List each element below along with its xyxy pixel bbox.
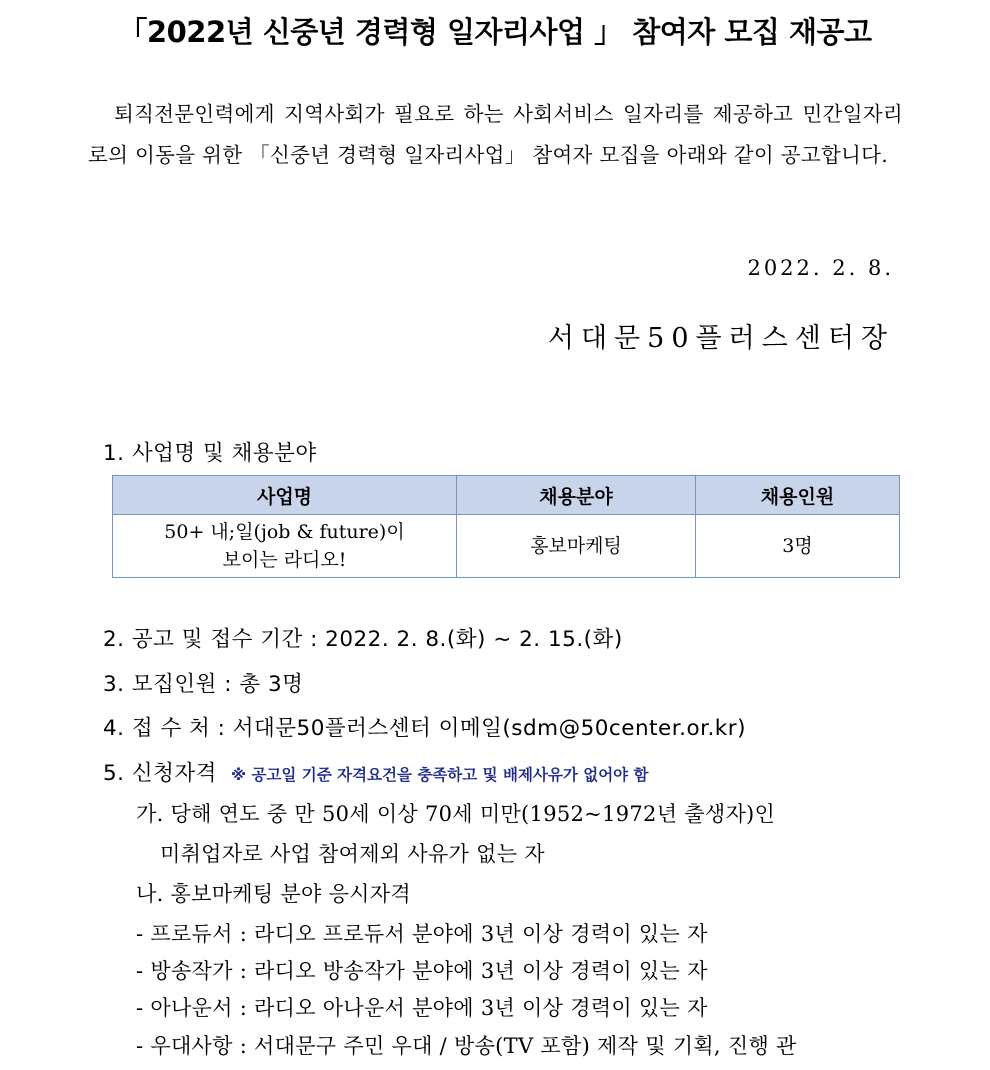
section1-heading: 1. 사업명 및 채용분야 <box>103 441 317 466</box>
qualification-preference: - 우대사항 : 서대문구 주민 우대 / 방송(TV 포함) 제작 및 기획, 진행 관 <box>136 1034 797 1058</box>
section3-headcount: 3. 모집인원 : 총 3명 <box>103 672 304 697</box>
qualification-producer: - 프로듀서 : 라디오 프로듀서 분야에 3년 이상 경력이 있는 자 <box>136 922 708 946</box>
document-title: 「2022년 신중년 경력형 일자리사업 」 참여자 모집 재공고 <box>118 15 872 49</box>
eligibility-item-ga-line1: 가. 당해 연도 중 만 50세 이상 70세 미만(1952~1972년 출생자)인 <box>136 802 776 826</box>
table-cell-field: 홍보마케팅 <box>457 515 696 578</box>
section5-heading: 5. 신청자격 <box>103 761 217 786</box>
qualification-writer: - 방송작가 : 라디오 방송작가 분야에 3년 이상 경력이 있는 자 <box>136 959 708 983</box>
issuer-name: 서대문50플러스센터장 <box>547 323 894 354</box>
eligibility-item-ga-line2: 미취업자로 사업 참여제외 사유가 없는 자 <box>160 842 545 866</box>
eligibility-item-na: 나. 홍보마케팅 분야 응시자격 <box>136 882 411 906</box>
table-header-count: 채용인원 <box>696 476 900 515</box>
table-header-field: 채용분야 <box>457 476 696 515</box>
intro-paragraph: 퇴직전문인력에게 지역사회가 필요로 하는 사회서비스 일자리를 제공하고 민간일자리로의 이동을 위한 「신중년 경력형 일자리사업」 참여자 모집을 아래와 같이 공고합니다. <box>88 102 903 167</box>
recruitment-table <box>112 475 900 578</box>
announcement-date: 2022. 2. 8. <box>747 256 894 280</box>
table-header-project: 사업명 <box>113 476 457 515</box>
table-header-row <box>113 476 900 515</box>
table-row <box>113 515 900 578</box>
section4-contact: 4. 접 수 처 : 서대문50플러스센터 이메일(sdm@50center.or.kr) <box>103 716 746 741</box>
qualification-announcer: - 아나운서 : 라디오 아나운서 분야에 3년 이상 경력이 있는 자 <box>136 996 708 1020</box>
project-name-line2: 보이는 라디오! <box>222 549 347 571</box>
eligibility-note: ※ 공고일 기준 자격요건을 충족하고 및 배제사유가 없어야 함 <box>230 766 649 784</box>
section5-heading-row <box>103 756 649 787</box>
project-name-line1: 50+ 내;일(job & future)이 <box>164 521 405 543</box>
table-cell-count: 3명 <box>696 515 900 578</box>
table-cell-project <box>113 515 457 578</box>
section2-period: 2. 공고 및 접수 기간 : 2022. 2. 8.(화) ~ 2. 15.(화) <box>103 627 623 652</box>
